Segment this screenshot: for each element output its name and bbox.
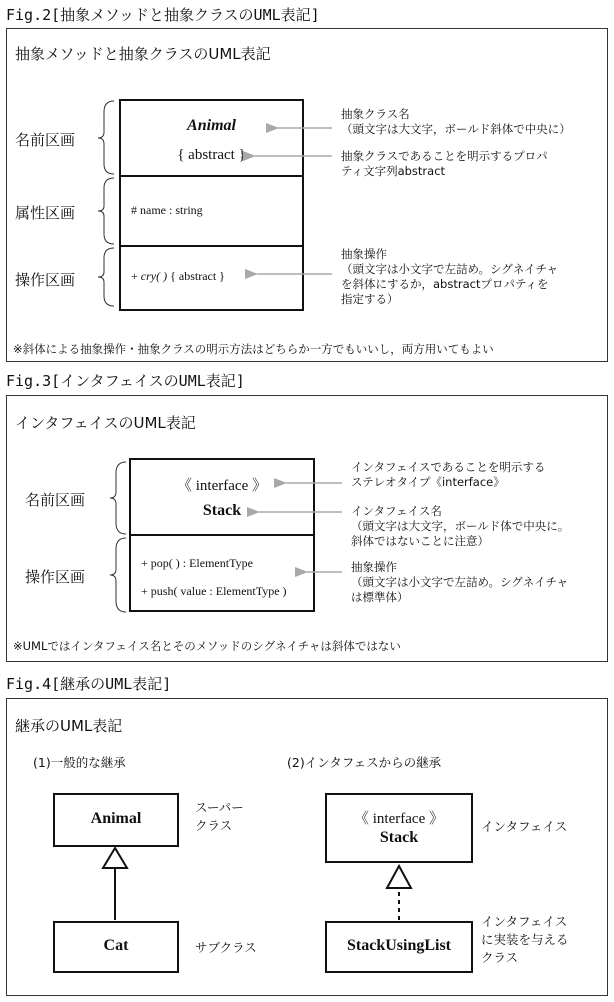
fig4-title: 継承のUML表記 <box>15 717 123 735</box>
superclass-box <box>53 793 179 847</box>
subclass-label: サブクラス <box>195 940 257 955</box>
fig3-note-ops <box>351 560 568 605</box>
fig2-note-abstract-op <box>341 247 558 307</box>
fig4-interface-box <box>325 793 473 863</box>
fig2-note-abstract-prop <box>341 149 548 179</box>
note-line: （頭文字は小文字で左詰め。シグネイチャ <box>351 575 569 589</box>
op-suffix: { abstract } <box>167 269 225 283</box>
name-attr-divider <box>121 175 302 177</box>
op-name: cry( ) <box>140 269 168 283</box>
note-line: インタフェイス名 <box>351 504 442 518</box>
interface-stereotype: 《 interface 》 <box>177 478 267 494</box>
attr-ops-divider <box>121 245 302 247</box>
interface-op-push: + push( value : ElementType ) <box>141 584 287 598</box>
abstract-operation <box>131 269 225 284</box>
label-line: クラス <box>481 950 519 965</box>
fig3-section-name-label: 名前区画 <box>25 491 86 509</box>
fig3-footnote: ※UMLではインタフェイス名とそのメソッドのシグネイチャは斜体ではない <box>13 639 401 653</box>
fig4-sub2: (2)インタフェスからの継承 <box>287 755 442 770</box>
note-line: （頭文字は大文字，ボールド体で中央に。 <box>351 519 570 533</box>
note-line: （頭文字は小文字で左詰め。シグネイチャ <box>341 262 559 276</box>
fig2-note-class-name <box>341 107 571 137</box>
note-line: 抽象クラスであることを明示するプロパ <box>341 149 548 163</box>
note-line: インタフェイスであることを明示する <box>351 460 546 474</box>
fig2-section-name-label: 名前区画 <box>15 131 76 149</box>
fig4-panel <box>6 698 608 996</box>
fig2-caption: Fig.2[抽象メソッドと抽象クラスのUML表記] <box>6 6 320 24</box>
fig2-panel <box>6 28 608 362</box>
label-line: スーパー <box>195 800 244 815</box>
fig3-note-name <box>351 504 569 549</box>
fig3-panel <box>6 395 608 662</box>
fig4-caption: Fig.4[継承のUML表記] <box>6 675 172 693</box>
note-line: 抽象操作 <box>341 247 387 261</box>
label-line: インタフェイス <box>481 914 568 929</box>
superclass-name: Animal <box>90 810 142 827</box>
note-line: 斜体ではないことに注意） <box>351 534 489 548</box>
interface-divider <box>131 534 313 536</box>
note-line: を斜体にするか，abstractプロパティを <box>341 277 549 291</box>
fig4-interface-stereotype: 《 interface 》 <box>354 811 444 827</box>
subclass-name: Cat <box>103 937 129 954</box>
fig4-sub1: (1)一般的な継承 <box>33 755 126 770</box>
impl-class-box <box>325 921 473 973</box>
fig4-interface-label: インタフェイス <box>481 819 568 834</box>
fig2-section-attr-label: 属性区画 <box>15 204 76 222</box>
note-line: は標準体） <box>351 590 409 604</box>
fig2-title: 抽象メソッドと抽象クラスのUML表記 <box>15 45 271 63</box>
abstract-class-box <box>119 99 304 311</box>
interface-name: Stack <box>202 502 242 519</box>
note-line: 指定する） <box>341 292 399 306</box>
fig3-section-ops-label: 操作区画 <box>25 568 86 586</box>
note-line: 抽象クラス名 <box>341 107 410 121</box>
fig3-note-stereotype <box>351 460 545 490</box>
abstract-class-name: Animal <box>187 117 236 134</box>
op-prefix: + <box>131 269 141 283</box>
label-line: クラス <box>195 818 233 833</box>
note-line: 抽象操作 <box>351 560 397 574</box>
abstract-property: { abstract } <box>177 147 246 163</box>
note-line: ステレオタイプ《interface》 <box>351 475 505 489</box>
note-line: ティ文字列abstract <box>341 164 446 178</box>
fig3-title: インタフェイスのUML表記 <box>15 414 196 432</box>
note-line: （頭文字は大文字，ボールド斜体で中央に） <box>341 122 571 136</box>
interface-box <box>129 458 315 612</box>
fig2-footnote: ※斜体による抽象操作・抽象クラスの明示方法はどちらか一方でもいいし，両方用いてもよい <box>13 342 494 356</box>
fig2-section-ops-label: 操作区画 <box>15 271 76 289</box>
subclass-box <box>53 921 179 973</box>
superclass-label <box>195 799 244 835</box>
interface-op-pop: + pop( ) : ElementType <box>141 556 253 570</box>
fig3-caption: Fig.3[インタフェイスのUML表記] <box>6 372 245 390</box>
impl-class-label <box>481 913 569 967</box>
fig4-interface-name: Stack <box>379 829 419 846</box>
impl-class-name: StackUsingList <box>346 937 452 954</box>
attribute-text: # name : string <box>131 203 203 217</box>
label-line: に実装を与える <box>481 932 569 947</box>
